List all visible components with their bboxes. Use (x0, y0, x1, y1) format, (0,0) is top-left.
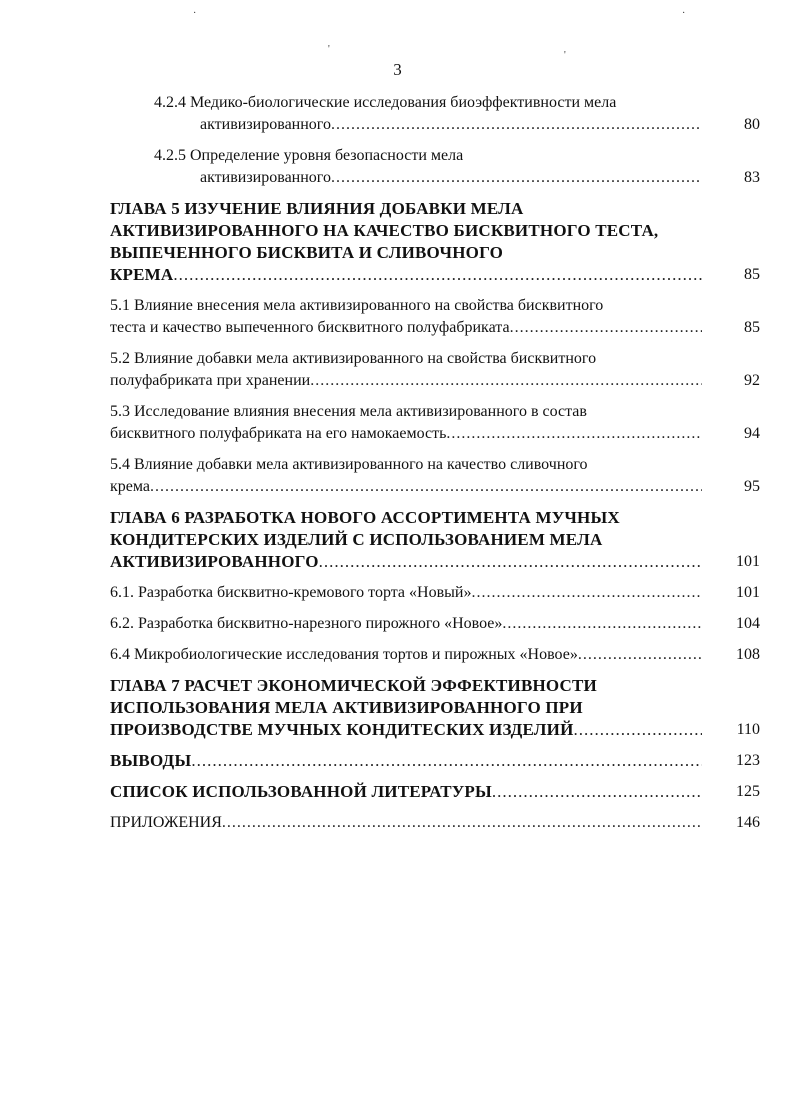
toc-page-number: 80 (744, 116, 760, 133)
dot-leader (173, 264, 702, 286)
toc-entry-6-4[interactable] (110, 644, 760, 666)
dot-leader (222, 812, 702, 834)
toc-entry-title: ГЛАВА 5 ИЗУЧЕНИЕ ВЛИЯНИЯ ДОБАВКИ МЕЛА АКТИВИЗИРОВАННОГО НА КАЧЕСТВО БИСКВИТНОГО ТЕСТА, ВЫПЕЧЕННОГО БИСКВИТА И СЛИВОЧНОГО КРЕМА ..... (110, 198, 760, 286)
toc-entry-5-2[interactable] (110, 348, 760, 392)
dot-leader (446, 423, 702, 445)
dot-leader (574, 719, 702, 741)
toc-page-number: 125 (736, 783, 760, 800)
toc-page-number: 108 (736, 646, 760, 663)
scan-speck: ' (328, 44, 330, 55)
dot-leader (510, 317, 702, 339)
toc-entry-title: 5.2 Влияние добавки мела активизированного на свойства бисквитного полуфабриката при хранении ..... (110, 348, 760, 392)
toc-entry-title: 5.1 Влияние внесения мела активизированного на свойства бисквитного теста и качество выпеченного бисквитного полуфабриката ..... (110, 295, 760, 339)
toc-bibliography[interactable] (110, 781, 760, 803)
toc-entry-title: 4.2.4 Медико-биологические исследования биоэффективности мела активизированного ..... (154, 92, 760, 136)
toc-page-number: 83 (744, 169, 760, 186)
toc-page-number: 101 (736, 584, 760, 601)
toc-appendices[interactable] (110, 812, 760, 834)
toc-entry-4-2-5[interactable] (154, 145, 760, 189)
dot-leader (471, 582, 702, 604)
toc-page-number: 146 (736, 814, 760, 831)
toc-page-number: 101 (736, 553, 760, 570)
toc-entry-title: СПИСОК ИСПОЛЬЗОВАННОЙ ЛИТЕРАТУРЫ ..... (110, 781, 760, 803)
dot-leader (492, 781, 702, 803)
scan-speck: · (682, 8, 686, 19)
dot-leader (578, 644, 702, 666)
toc-chapter-7[interactable] (110, 675, 760, 741)
toc-page-number: 110 (736, 721, 760, 738)
dot-leader (191, 750, 702, 772)
toc-page-number: 92 (744, 372, 760, 389)
toc-entry-title: 5.4 Влияние добавки мела активизированного на качество сливочного крема ..... (110, 454, 760, 498)
table-of-contents (110, 92, 760, 843)
page-number: 3 (393, 60, 402, 79)
toc-entry-title: 4.2.5 Определение уровня безопасности мела активизированного ..... (154, 145, 760, 189)
scan-speck: · (193, 8, 197, 19)
toc-entry-title: 6.2. Разработка бисквитно-нарезного пирожного «Новое» ..... (110, 613, 760, 635)
dot-leader (502, 613, 702, 635)
toc-entry-title: 5.3 Исследование влияния внесения мела активизированного в состав бисквитного полуфабриката на его намокаемость ..... (110, 401, 760, 445)
toc-page-number: 95 (744, 478, 760, 495)
toc-entry-4-2-4[interactable] (154, 92, 760, 136)
dot-leader (310, 370, 702, 392)
toc-entry-title: ВЫВОДЫ ..... (110, 750, 760, 772)
toc-chapter-6[interactable] (110, 507, 760, 573)
toc-page-number: 94 (744, 425, 760, 442)
toc-page-number: 123 (736, 752, 760, 769)
toc-page-number: 85 (744, 319, 760, 336)
toc-chapter-5[interactable] (110, 198, 760, 286)
toc-page-number: 104 (736, 615, 760, 632)
dot-leader (150, 476, 702, 498)
toc-conclusions[interactable] (110, 750, 760, 772)
dot-leader (331, 114, 702, 136)
toc-entry-title: ПРИЛОЖЕНИЯ ..... (110, 812, 760, 834)
toc-entry-title: 6.1. Разработка бисквитно-кремового торта «Новый» ..... (110, 582, 760, 604)
toc-entry-6-2[interactable] (110, 613, 760, 635)
toc-entry-5-4[interactable] (110, 454, 760, 498)
dot-leader (331, 167, 702, 189)
toc-entry-title: ГЛАВА 7 РАСЧЕТ ЭКОНОМИЧЕСКОЙ ЭФФЕКТИВНОСТИ ИСПОЛЬЗОВАНИЯ МЕЛА АКТИВИЗИРОВАННОГО ПРИ ПРОИЗВОДСТВЕ МУЧНЫХ КОНДИТЕСКИХ ИЗДЕЛИЙ ..... (110, 675, 760, 741)
toc-entry-6-1[interactable] (110, 582, 760, 604)
scan-speck: ' (564, 50, 566, 61)
dot-leader (319, 551, 702, 573)
toc-entry-title: ГЛАВА 6 РАЗРАБОТКА НОВОГО АССОРТИМЕНТА МУЧНЫХ КОНДИТЕРСКИХ ИЗДЕЛИЙ С ИСПОЛЬЗОВАНИЕМ МЕЛА АКТИВИЗИРОВАННОГО ..... (110, 507, 760, 573)
toc-page-number: 85 (744, 266, 760, 283)
toc-entry-title: 6.4 Микробиологические исследования тортов и пирожных «Новое» ..... (110, 644, 760, 666)
toc-entry-5-1[interactable] (110, 295, 760, 339)
toc-entry-5-3[interactable] (110, 401, 760, 445)
